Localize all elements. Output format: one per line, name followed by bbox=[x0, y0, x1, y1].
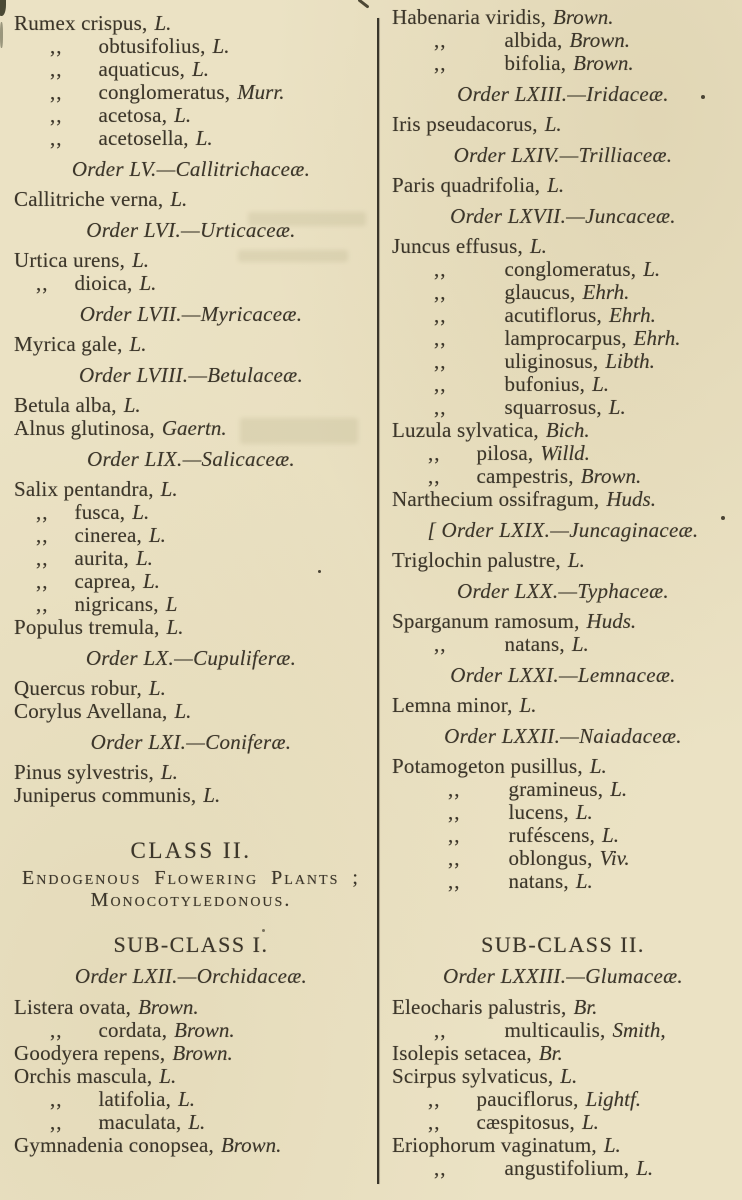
species-name: acetosa, bbox=[98, 103, 168, 127]
authority-abbreviation: L. bbox=[608, 395, 626, 419]
species-entry bbox=[392, 778, 734, 801]
species-entry bbox=[14, 104, 368, 127]
authority-abbreviation: Huds. bbox=[606, 487, 656, 511]
authority-abbreviation: Murr. bbox=[237, 80, 285, 104]
species-name: Iris pseudacorus, bbox=[392, 112, 538, 136]
species-entry bbox=[392, 801, 734, 824]
species-name: latifolia, bbox=[98, 1086, 172, 1111]
species-name: lamprocarpus, bbox=[504, 326, 627, 350]
show-through-ghost bbox=[248, 212, 366, 226]
species-entry bbox=[14, 394, 368, 417]
ditto-mark: ,, bbox=[434, 372, 447, 396]
species-entry bbox=[14, 1065, 368, 1088]
order-heading: [ Order LXIX.—Juncaginaceæ. bbox=[427, 517, 699, 542]
species-entry bbox=[392, 1088, 734, 1111]
authority-abbreviation: L. bbox=[178, 1086, 195, 1111]
ditto-mark: ,, bbox=[448, 869, 461, 893]
authority-abbreviation: L. bbox=[575, 800, 593, 824]
ditto-mark: ,, bbox=[50, 103, 63, 127]
order-heading: Order LXVII.—Juncaceæ. bbox=[450, 203, 676, 228]
species-name: cordata, bbox=[98, 1017, 168, 1042]
species-entry bbox=[392, 113, 734, 136]
ditto-mark: ,, bbox=[50, 57, 63, 81]
ditto-mark: ,, bbox=[36, 546, 49, 570]
authority-abbreviation: Brown. bbox=[174, 1017, 235, 1042]
species-entry bbox=[14, 188, 368, 211]
ditto-mark: ,, bbox=[428, 1109, 441, 1134]
authority-abbreviation: L. bbox=[148, 676, 166, 700]
left-column bbox=[14, 12, 368, 1157]
authority-abbreviation: Brown. bbox=[553, 5, 614, 29]
ditto-mark: ,, bbox=[50, 126, 63, 150]
ink-speck bbox=[721, 516, 725, 520]
species-entry bbox=[14, 784, 368, 807]
authority-abbreviation: Brown. bbox=[220, 1132, 282, 1157]
authority-abbreviation: L. bbox=[148, 523, 166, 547]
species-entry bbox=[392, 870, 734, 893]
authority-abbreviation: Brown. bbox=[138, 994, 199, 1019]
species-name: Scirpus sylvaticus, bbox=[392, 1063, 554, 1088]
species-name: Urtica urens, bbox=[14, 248, 126, 272]
authority-abbreviation: L. bbox=[571, 632, 589, 656]
species-entry bbox=[392, 633, 734, 656]
species-name: Quercus robur, bbox=[14, 676, 142, 700]
species-entry bbox=[14, 616, 368, 639]
page-edge-smudge bbox=[0, 22, 3, 48]
order-heading: Order LXXIII.—Glumaceæ. bbox=[442, 964, 683, 988]
authority-abbreviation: L. bbox=[544, 112, 562, 136]
ditto-mark: ,, bbox=[448, 777, 461, 801]
authority-abbreviation: L. bbox=[170, 187, 188, 211]
species-entry bbox=[392, 610, 734, 633]
species-name: bufonius, bbox=[504, 372, 586, 396]
species-name: Gymnadenia conopsea, bbox=[14, 1132, 214, 1157]
species-name: Callitriche verna, bbox=[14, 187, 164, 211]
authority-abbreviation: L. bbox=[135, 546, 153, 570]
class-subtitle: Monocotyledonous. bbox=[90, 889, 292, 911]
species-entry bbox=[392, 304, 734, 327]
species-entry bbox=[14, 1111, 368, 1134]
species-name: Myrica gale, bbox=[14, 332, 123, 356]
species-name: caprea, bbox=[74, 569, 136, 593]
ditto-mark: ,, bbox=[448, 823, 461, 847]
species-name: Juncus effusus, bbox=[392, 234, 523, 258]
ditto-mark: ,, bbox=[428, 464, 441, 488]
order-heading: Order LXIII.—Iridaceæ. bbox=[457, 81, 669, 106]
species-name: Alnus glutinosa, bbox=[14, 416, 155, 440]
species-name: uliginosus, bbox=[504, 349, 599, 373]
species-name: Habenaria viridis, bbox=[392, 5, 547, 29]
species-entry bbox=[392, 281, 734, 304]
species-name: aurita, bbox=[74, 546, 129, 570]
species-name: gramineus, bbox=[508, 777, 604, 801]
species-entry bbox=[392, 996, 734, 1019]
species-entry bbox=[14, 333, 368, 356]
right-column bbox=[392, 6, 734, 1180]
authority-abbreviation: L. bbox=[610, 777, 628, 801]
authority-abbreviation: L. bbox=[139, 271, 157, 295]
ditto-mark: ,, bbox=[36, 271, 49, 295]
species-name: Juniperus communis, bbox=[14, 783, 197, 807]
authority-abbreviation: L bbox=[165, 592, 178, 616]
authority-abbreviation: L. bbox=[123, 393, 141, 417]
species-entry bbox=[392, 694, 734, 717]
order-heading: Order LXII.—Orchidaceæ. bbox=[74, 964, 308, 988]
species-name: pilosa, bbox=[476, 441, 534, 465]
ditto-mark: ,, bbox=[434, 349, 447, 373]
species-entry bbox=[392, 1019, 734, 1042]
species-name: ruféscens, bbox=[508, 823, 596, 847]
ditto-mark: ,, bbox=[50, 34, 63, 58]
species-name: Betula alba, bbox=[14, 393, 117, 417]
order-heading: Order LV.—Callitrichaceæ. bbox=[71, 156, 311, 181]
ditto-mark: ,, bbox=[448, 800, 461, 824]
species-entry bbox=[392, 29, 734, 52]
authority-abbreviation: L. bbox=[581, 1109, 599, 1134]
authority-abbreviation: L. bbox=[166, 615, 184, 639]
authority-abbreviation: Huds. bbox=[586, 609, 637, 633]
species-name: acetosella, bbox=[98, 126, 189, 150]
authority-abbreviation: Br. bbox=[573, 994, 598, 1019]
species-entry bbox=[392, 258, 734, 281]
species-name: Paris quadrifolia, bbox=[392, 173, 541, 197]
order-heading: Order LXIV.—Trilliaceæ. bbox=[453, 142, 673, 167]
species-entry bbox=[14, 547, 368, 570]
species-name: maculata, bbox=[98, 1109, 182, 1134]
authority-abbreviation: L. bbox=[547, 173, 565, 197]
species-entry bbox=[14, 570, 368, 593]
authority-abbreviation: L. bbox=[154, 11, 172, 35]
species-name: pauciflorus, bbox=[476, 1086, 579, 1111]
authority-abbreviation: L. bbox=[132, 500, 150, 524]
species-entry bbox=[392, 1065, 734, 1088]
authority-abbreviation: L. bbox=[203, 783, 221, 807]
authority-abbreviation: L. bbox=[174, 103, 192, 127]
authority-abbreviation: L. bbox=[160, 477, 178, 501]
species-name: Eleocharis palustris, bbox=[392, 994, 567, 1019]
species-entry bbox=[392, 396, 734, 419]
order-heading: Order LXXI.—Lemnaceæ. bbox=[450, 662, 676, 687]
species-name: lucens, bbox=[508, 800, 569, 824]
ink-mark bbox=[357, 0, 369, 9]
ink-speck bbox=[262, 929, 265, 932]
species-name: obtusifolius, bbox=[98, 34, 206, 58]
species-entry bbox=[392, 465, 734, 488]
species-name: squarrosus, bbox=[504, 395, 602, 419]
species-name: albida, bbox=[504, 28, 563, 52]
vertical-gap bbox=[392, 893, 734, 921]
species-name: Listera ovata, bbox=[14, 994, 132, 1019]
ditto-mark: ,, bbox=[434, 1017, 447, 1042]
species-name: natans, bbox=[504, 632, 565, 656]
authority-abbreviation: Viv. bbox=[599, 846, 630, 870]
species-entry bbox=[14, 700, 368, 723]
species-name: Orchis mascula, bbox=[14, 1063, 153, 1088]
species-name: nigricans, bbox=[74, 592, 159, 616]
ditto-mark: ,, bbox=[434, 28, 447, 52]
species-name: fusca, bbox=[74, 500, 126, 524]
ink-speck bbox=[701, 95, 705, 99]
species-name: Salix pentandra, bbox=[14, 477, 154, 501]
species-entry bbox=[14, 1042, 368, 1065]
species-entry bbox=[14, 761, 368, 784]
species-name: oblongus, bbox=[508, 846, 593, 870]
authority-abbreviation: Brown. bbox=[580, 464, 642, 488]
authority-abbreviation: L. bbox=[519, 693, 537, 717]
authority-abbreviation: Ehrh. bbox=[633, 326, 681, 350]
order-heading: Order LXI.—Coniferæ. bbox=[90, 729, 292, 754]
authority-abbreviation: Bich. bbox=[545, 418, 590, 442]
species-name: angustifolium, bbox=[504, 1155, 630, 1180]
species-entry bbox=[392, 6, 734, 29]
authority-abbreviation: Brown. bbox=[569, 28, 630, 52]
species-name: Pinus sylvestris, bbox=[14, 760, 154, 784]
order-heading: Order LVII.—Myricaceæ. bbox=[79, 301, 303, 326]
ditto-mark: ,, bbox=[36, 592, 49, 616]
species-name: aquaticus, bbox=[98, 57, 186, 81]
ditto-mark: ,, bbox=[434, 257, 447, 281]
ditto-mark: ,, bbox=[428, 1086, 441, 1111]
ditto-mark: ,, bbox=[434, 303, 447, 327]
species-name: Narthecium ossifragum, bbox=[392, 487, 600, 511]
authority-abbreviation: L. bbox=[192, 57, 209, 81]
species-entry bbox=[392, 755, 734, 778]
species-name: conglomeratus, bbox=[98, 80, 231, 104]
authority-abbreviation: Brown. bbox=[172, 1040, 233, 1065]
ditto-mark: ,, bbox=[50, 1109, 63, 1134]
species-name: cæspitosus, bbox=[476, 1109, 575, 1134]
species-entry bbox=[14, 501, 368, 524]
ditto-mark: ,, bbox=[448, 846, 461, 870]
species-entry bbox=[392, 847, 734, 870]
species-entry bbox=[392, 174, 734, 197]
species-name: Populus tremula, bbox=[14, 615, 160, 639]
authority-abbreviation: Ehrh. bbox=[608, 303, 656, 327]
class-heading: CLASS II. bbox=[130, 838, 252, 863]
show-through-ghost bbox=[238, 250, 348, 262]
authority-abbreviation: Ehrh. bbox=[582, 280, 630, 304]
subclass-heading: SUB-CLASS I. bbox=[113, 932, 269, 957]
order-heading: Order LIX.—Salicaceæ. bbox=[87, 446, 295, 471]
species-entry bbox=[14, 524, 368, 547]
order-heading: Order LXXII.—Naiadaceæ. bbox=[444, 723, 682, 748]
authority-abbreviation: L. bbox=[212, 34, 230, 58]
column-divider-rule bbox=[377, 18, 379, 1184]
species-name: Goodyera repens, bbox=[14, 1040, 166, 1065]
species-name: Isolepis setacea, bbox=[392, 1040, 532, 1065]
authority-abbreviation: L. bbox=[160, 760, 178, 784]
species-name: Luzula sylvatica, bbox=[392, 418, 539, 442]
authority-abbreviation: Willd. bbox=[540, 441, 590, 465]
species-entry bbox=[14, 58, 368, 81]
species-name: multicaulis, bbox=[504, 1017, 606, 1042]
authority-abbreviation: Lightf. bbox=[585, 1086, 642, 1111]
authority-abbreviation: L. bbox=[602, 823, 619, 847]
species-name: Triglochin palustre, bbox=[392, 548, 561, 572]
species-name: Lemna minor, bbox=[392, 693, 513, 717]
authority-abbreviation: Brown. bbox=[573, 51, 634, 75]
species-entry bbox=[392, 350, 734, 373]
vertical-gap bbox=[14, 807, 368, 835]
species-entry bbox=[392, 1111, 734, 1134]
species-name: Potamogeton pusillus, bbox=[392, 754, 583, 778]
species-name: Corylus Avellana, bbox=[14, 699, 168, 723]
species-entry bbox=[14, 478, 368, 501]
species-entry bbox=[392, 235, 734, 258]
ditto-mark: ,, bbox=[50, 80, 63, 104]
class-subtitle: Endogenous Flowering Plants ; bbox=[22, 867, 360, 889]
ditto-mark: ,, bbox=[434, 1155, 447, 1180]
ditto-mark: ,, bbox=[36, 500, 49, 524]
show-through-ghost bbox=[240, 418, 358, 444]
ditto-mark: ,, bbox=[428, 441, 441, 465]
ditto-mark: ,, bbox=[36, 523, 49, 547]
authority-abbreviation: L. bbox=[560, 1063, 578, 1088]
species-name: Sparganum ramosum, bbox=[392, 609, 580, 633]
authority-abbreviation: L. bbox=[636, 1155, 654, 1180]
order-heading: Order LVIII.—Betulaceæ. bbox=[78, 362, 304, 387]
authority-abbreviation: L. bbox=[174, 699, 192, 723]
species-entry bbox=[392, 1042, 734, 1065]
species-entry bbox=[392, 1134, 734, 1157]
page-edge-smudge bbox=[0, 0, 6, 16]
authority-abbreviation: Libth. bbox=[605, 349, 655, 373]
order-heading: Order LX.—Cupuliferæ. bbox=[85, 645, 297, 670]
species-entry bbox=[14, 677, 368, 700]
subclass-heading: SUB-CLASS II. bbox=[481, 932, 645, 957]
species-name: conglomeratus, bbox=[504, 257, 637, 281]
authority-abbreviation: L. bbox=[129, 332, 147, 356]
species-entry bbox=[14, 1088, 368, 1111]
species-name: glaucus, bbox=[504, 280, 576, 304]
species-entry bbox=[14, 81, 368, 104]
ditto-mark: ,, bbox=[434, 51, 447, 75]
ditto-mark: ,, bbox=[434, 326, 447, 350]
species-name: Rumex crispus, bbox=[14, 11, 148, 35]
species-entry bbox=[14, 1134, 368, 1157]
authority-abbreviation: L. bbox=[188, 1109, 206, 1134]
species-entry bbox=[392, 1157, 734, 1180]
species-entry bbox=[392, 327, 734, 350]
species-entry bbox=[14, 272, 368, 295]
authority-abbreviation: L. bbox=[159, 1063, 177, 1088]
authority-abbreviation: L. bbox=[567, 548, 585, 572]
authority-abbreviation: L. bbox=[142, 569, 160, 593]
ditto-mark: ,, bbox=[434, 395, 447, 419]
ink-speck bbox=[318, 570, 321, 573]
species-entry bbox=[14, 35, 368, 58]
authority-abbreviation: L. bbox=[575, 869, 593, 893]
ditto-mark: ,, bbox=[36, 569, 49, 593]
species-entry bbox=[392, 488, 734, 511]
species-name: cinerea, bbox=[74, 523, 142, 547]
authority-abbreviation: L. bbox=[132, 248, 149, 272]
species-entry bbox=[392, 373, 734, 396]
authority-abbreviation: Gaertn. bbox=[161, 416, 227, 440]
authority-abbreviation: L. bbox=[195, 126, 213, 150]
authority-abbreviation: Smith, bbox=[612, 1017, 666, 1042]
ditto-mark: ,, bbox=[50, 1017, 63, 1042]
species-entry bbox=[14, 593, 368, 616]
authority-abbreviation: L. bbox=[592, 372, 609, 396]
species-entry bbox=[392, 442, 734, 465]
ditto-mark: ,, bbox=[50, 1086, 63, 1111]
species-entry bbox=[392, 549, 734, 572]
authority-abbreviation: L. bbox=[643, 257, 661, 281]
order-heading: Order LXX.—Typhaceæ. bbox=[457, 578, 669, 603]
species-name: natans, bbox=[508, 869, 569, 893]
authority-abbreviation: L. bbox=[603, 1132, 621, 1157]
species-entry bbox=[14, 127, 368, 150]
authority-abbreviation: L. bbox=[589, 754, 607, 778]
order-heading: Order LVI.—Urticaceæ. bbox=[86, 217, 296, 242]
species-name: bifolia, bbox=[504, 51, 567, 75]
species-entry bbox=[392, 824, 734, 847]
species-entry bbox=[14, 996, 368, 1019]
species-entry bbox=[392, 419, 734, 442]
species-entry bbox=[14, 12, 368, 35]
species-entry bbox=[392, 52, 734, 75]
species-name: acutiflorus, bbox=[504, 303, 602, 327]
species-name: campestris, bbox=[476, 464, 574, 488]
authority-abbreviation: Br. bbox=[538, 1040, 563, 1065]
species-name: dioica, bbox=[74, 271, 133, 295]
ditto-mark: ,, bbox=[434, 280, 447, 304]
species-name: Eriophorum vaginatum, bbox=[392, 1132, 597, 1157]
vertical-gap bbox=[14, 911, 368, 921]
ditto-mark: ,, bbox=[434, 632, 447, 656]
species-entry bbox=[14, 1019, 368, 1042]
authority-abbreviation: L. bbox=[529, 234, 547, 258]
